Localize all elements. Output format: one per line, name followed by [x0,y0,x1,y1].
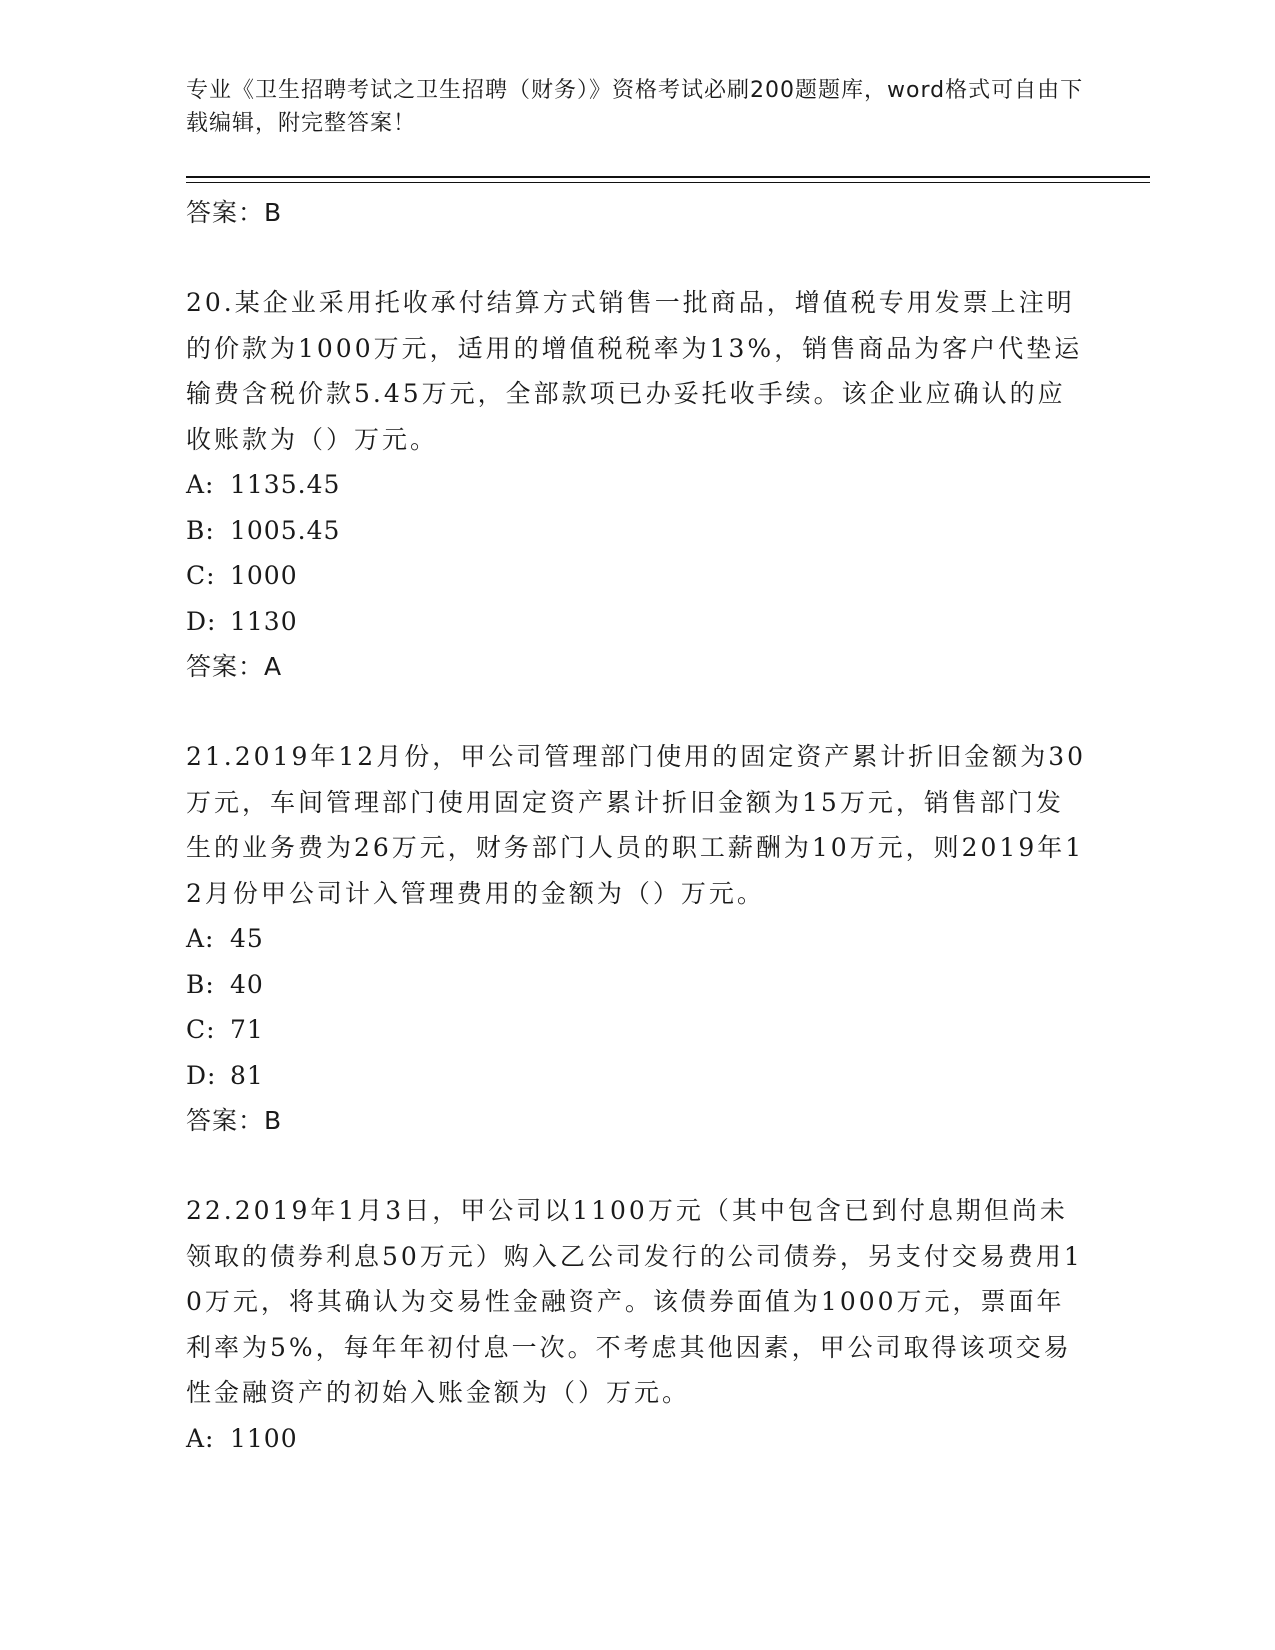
option-value: 1135.45 [230,470,341,499]
option-letter: A: [186,470,215,499]
option-21-c [186,1007,1086,1053]
answer-line-21: 答案：B [186,1106,283,1135]
option-value: 71 [230,1015,264,1044]
header-rule-thick [186,176,1150,178]
option-value: 45 [230,924,264,953]
page-header [186,74,1086,140]
option-letter: C: [186,1015,216,1044]
question-block-20 [186,280,1086,689]
option-20-a [186,462,1086,508]
option-value: 1130 [230,606,298,636]
blank-gap [186,235,1086,280]
option-letter: A: [186,924,215,953]
option-20-c [186,553,1086,599]
option-value: 1005.45 [230,515,341,545]
option-letter: A: [186,1423,215,1453]
option-letter: D: [186,606,217,636]
option-value: 1100 [230,1423,298,1453]
option-22-a [186,1416,1086,1462]
answer-line-19: 答案：B [186,198,283,227]
document-body [186,190,1086,1461]
option-21-d [186,1053,1086,1099]
option-21-b [186,962,1086,1008]
option-value: 40 [230,969,264,999]
header-rule-thin [186,182,1150,183]
option-letter: D: [186,1060,217,1090]
question-text-22: 22.2019年1月3日，甲公司以1100万元（其中包含已到付息期但尚未领取的债券利息50万元）购入乙公司发行的公司债券，另支付交易费用10万元，将其确认为交易性金融资产。该债券面值为1000万元，票面年利率为5%，每年年初付息一次。不考虑其他因素，甲公司取得该项交易性金融资产的初始入账金额为（）万元。 [186,1196,1083,1407]
question-text-21: 21.2019年12月份，甲公司管理部门使用的固定资产累计折旧金额为30万元，车间管理部门使用固定资产累计折旧金额为15万元，销售部门发生的业务费为26万元，财务部门人员的职工薪酬为10万元，则2019年12月份甲公司计入管理费用的金额为（）万元。 [186,742,1087,908]
option-letter: B: [186,515,215,545]
option-20-b [186,508,1086,554]
question-block-21 [186,734,1086,1143]
header-text: 专业《卫生招聘考试之卫生招聘（财务）》资格考试必刷200题题库，word格式可自由下载编辑，附完整答案！ [186,78,1084,136]
blank-gap [186,1143,1086,1188]
option-20-d [186,599,1086,645]
option-letter: B: [186,969,215,999]
question-text-20: 20.某企业采用托收承付结算方式销售一批商品，增值税专用发票上注明的价款为1000万元，适用的增值税税率为13%，销售商品为客户代垫运输费含税价款5.45万元，全部款项已办妥托收手续。该企业应确认的应收账款为（）万元。 [186,288,1083,454]
option-letter: C: [186,561,216,590]
question-block-22 [186,1188,1086,1461]
answer-line-20: 答案：A [186,652,283,681]
option-21-a [186,916,1086,962]
option-value: 1000 [230,561,298,590]
blank-gap [186,689,1086,734]
option-value: 81 [230,1060,264,1090]
